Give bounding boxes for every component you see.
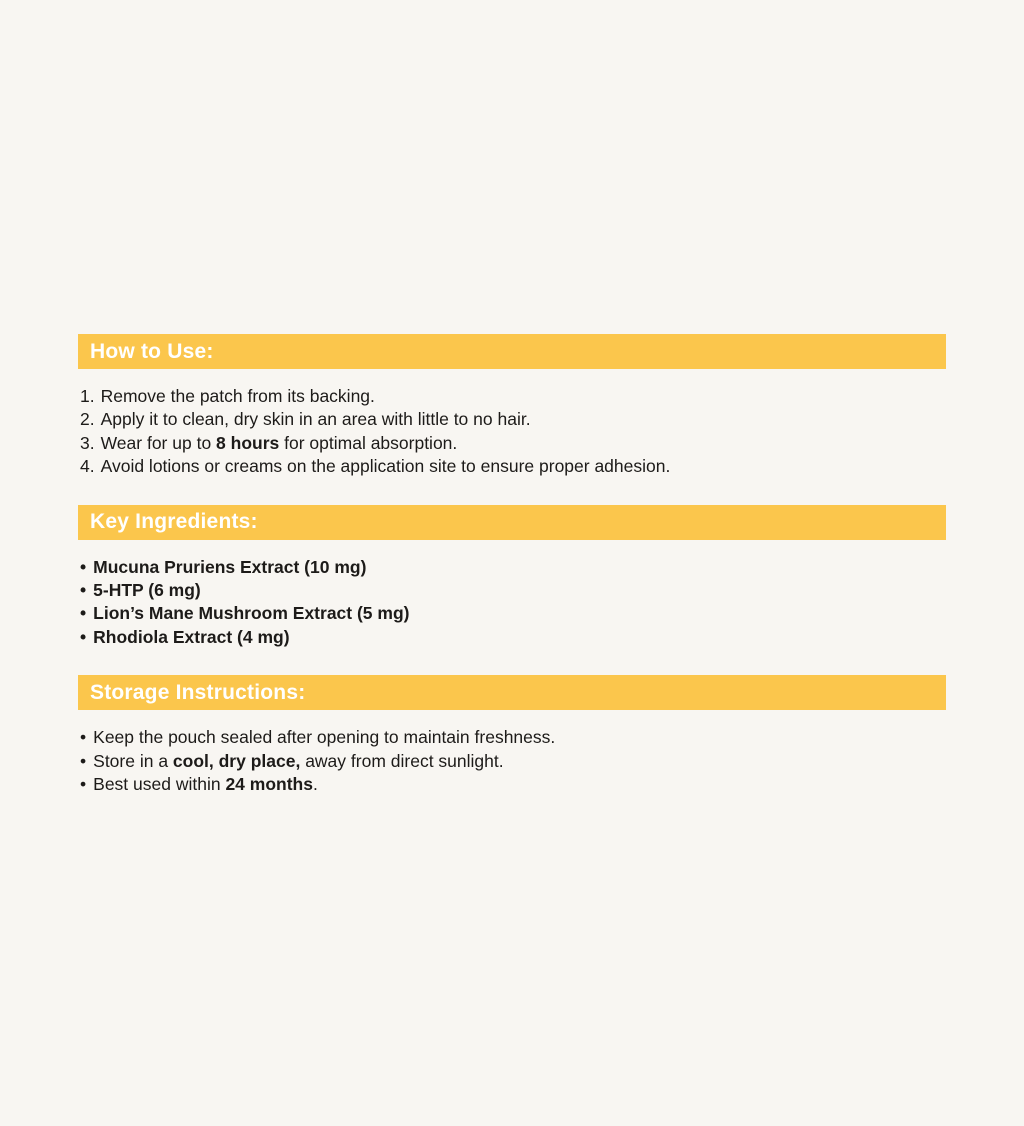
bullet-icon: • [80, 727, 87, 748]
label-content [78, 334, 946, 822]
list-item [80, 455, 946, 478]
bullet-icon: • [80, 750, 87, 771]
list-number: 1. [80, 386, 95, 406]
section-heading: Storage Instructions: [90, 680, 306, 704]
list-item-text-bold: 8 hours [216, 432, 280, 453]
list-item-text: away from direct sunlight. [300, 750, 504, 771]
list-item [80, 385, 946, 408]
storage-instructions-list [80, 726, 946, 796]
section-heading: How to Use: [90, 339, 214, 363]
list-item-text-bold: 24 months [225, 774, 313, 795]
how-to-use-list [80, 385, 946, 479]
list-item [80, 556, 946, 579]
list-item-text: Remove the patch from its backing. [100, 386, 375, 406]
list-item [80, 750, 946, 773]
list-item-text: for optimal absorption. [279, 432, 458, 453]
section-key-ingredients [78, 505, 946, 650]
list-number: 4. [80, 456, 95, 477]
list-item [80, 408, 946, 431]
list-item [80, 432, 946, 455]
list-item [80, 579, 946, 602]
ingredient-text: Mucuna Pruriens Extract (10 mg) [93, 556, 367, 577]
bullet-icon: • [80, 774, 87, 795]
list-number: 2. [80, 409, 95, 430]
list-item-text-bold: cool, dry place, [172, 750, 301, 771]
list-number: 3. [80, 432, 95, 453]
list-item-text: Best used within [93, 774, 226, 795]
bullet-icon: • [80, 626, 87, 647]
bullet-icon: • [80, 603, 87, 624]
list-item [80, 726, 946, 749]
bullet-icon: • [80, 580, 87, 601]
section-header-storage-instructions [78, 675, 946, 710]
bullet-icon: • [80, 556, 87, 577]
section-storage-instructions [78, 675, 946, 796]
key-ingredients-list [80, 556, 946, 650]
list-item [80, 602, 946, 625]
list-item-text: Avoid lotions or creams on the application site to ensure proper adhesion. [100, 456, 671, 477]
list-item-text: . [312, 774, 318, 795]
ingredient-text: Lion’s Mane Mushroom Extract (5 mg) [93, 603, 410, 624]
list-item-text: Store in a [93, 750, 173, 771]
list-item [80, 773, 946, 796]
ingredient-text: Rhodiola Extract (4 mg) [93, 626, 290, 647]
list-item-text: Apply it to clean, dry skin in an area with little to no hair. [100, 409, 531, 430]
list-item-text: Wear for up to [100, 432, 217, 453]
section-how-to-use [78, 334, 946, 479]
ingredient-text: 5-HTP (6 mg) [93, 580, 201, 601]
section-header-key-ingredients [78, 505, 946, 540]
list-item-text: Keep the pouch sealed after opening to maintain freshness. [93, 727, 556, 748]
list-item [80, 626, 946, 649]
section-heading: Key Ingredients: [90, 510, 258, 534]
section-header-how-to-use [78, 334, 946, 369]
